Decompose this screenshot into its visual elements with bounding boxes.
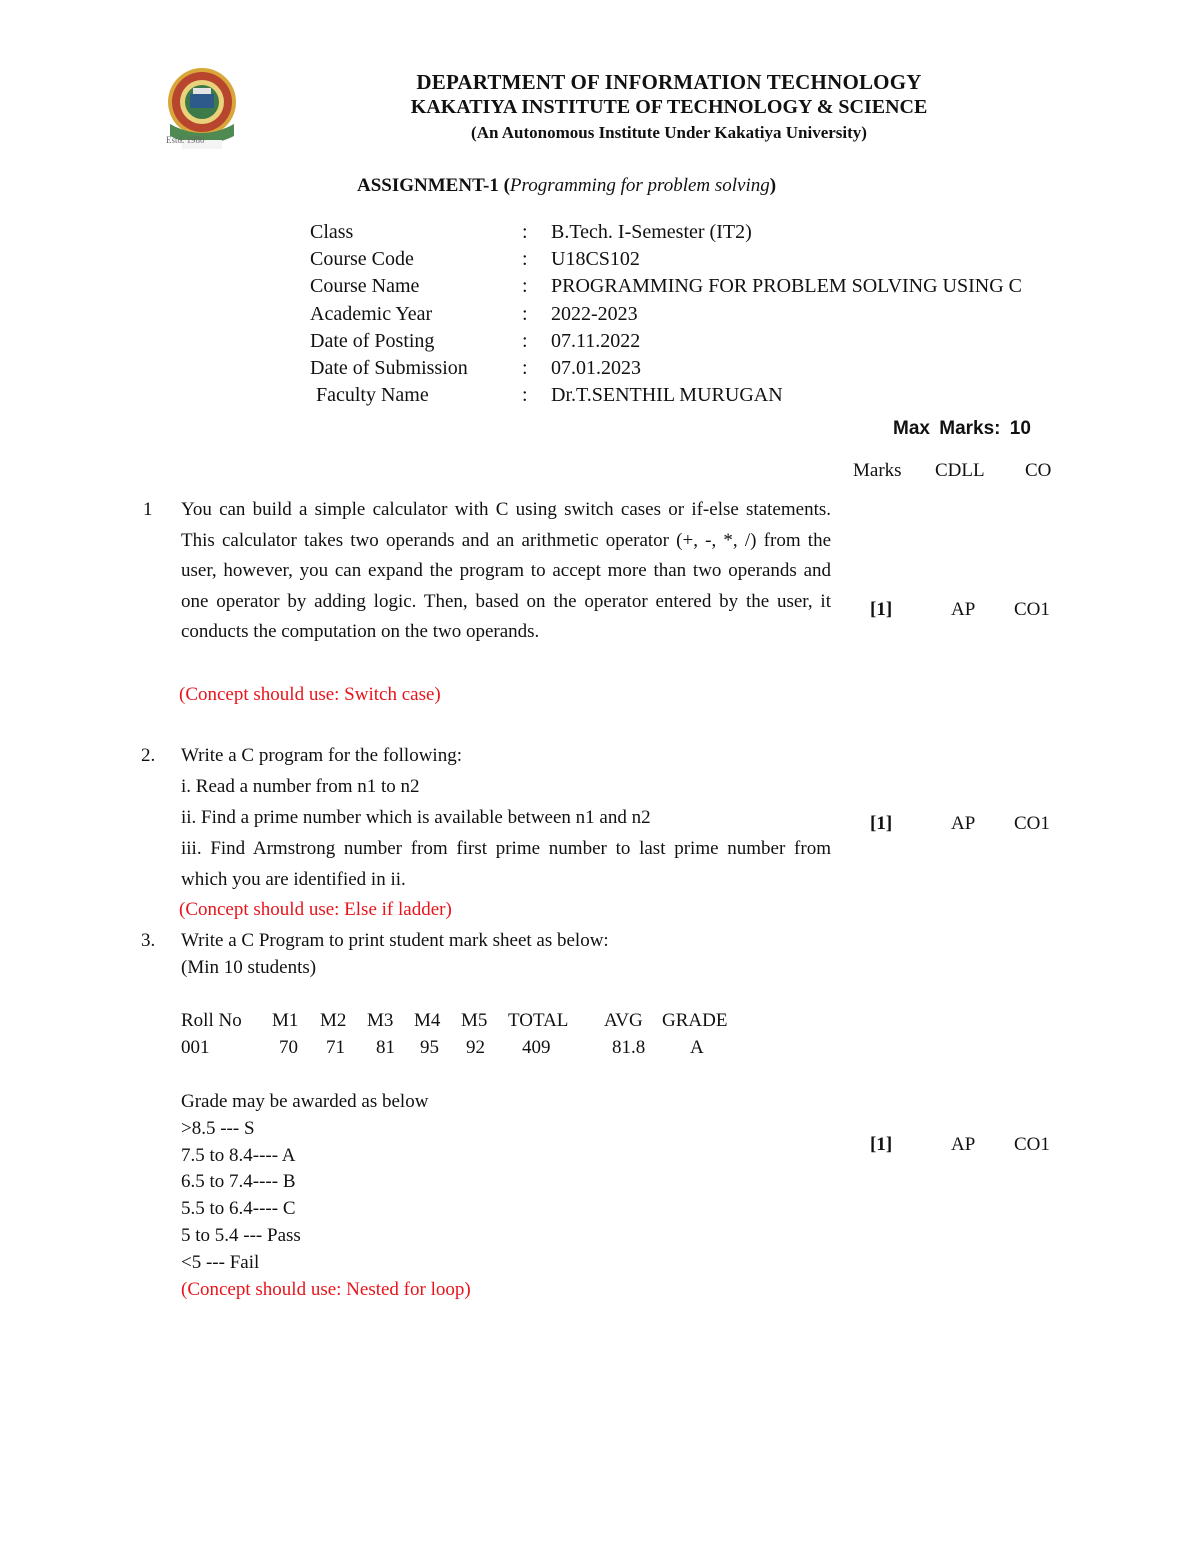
question-text: You can build a simple calculator with C using switch cases or if-else statements. This calculator takes two operands and an arithmetic operator (+, -, *, /) from the user, however, you can expand the program to accept more than two operands and one operator by adding logic. Then, based on the operator entered by the user, it conducts the computation on the two operands.	[181, 499, 831, 643]
assignment-heading: ASSIGNMENT-1 (Programming for problem solving)	[357, 175, 777, 196]
detail-key: Academic Year	[310, 303, 433, 325]
grade-rule: 7.5 to 8.4---- A	[181, 1145, 296, 1166]
table-cell: 001	[181, 1037, 210, 1058]
detail-value: U18CS102	[551, 248, 640, 270]
table-cell: 92	[466, 1037, 485, 1058]
grade-rule: 6.5 to 7.4---- B	[181, 1171, 296, 1192]
question-marks: [1]	[870, 599, 893, 620]
detail-colon: :	[522, 330, 528, 352]
table-cell: 95	[420, 1037, 439, 1058]
detail-key: Class	[310, 221, 354, 243]
question-item: iii. Find Armstrong number from first prime number to last prime number from which you are identified in ii.	[181, 838, 831, 890]
detail-value: 07.11.2022	[551, 330, 641, 352]
table-header-cell: M2	[320, 1010, 347, 1031]
table-cell: 81.8	[612, 1037, 646, 1058]
assignment-title: ASSIGNMENT-1	[357, 175, 499, 196]
grade-intro: Grade may be awarded as below	[181, 1091, 429, 1112]
table-cell: 409	[522, 1037, 551, 1058]
detail-colon: :	[522, 248, 528, 270]
grade-rule: 5 to 5.4 --- Pass	[181, 1225, 301, 1246]
detail-value: 2022-2023	[551, 303, 638, 325]
detail-value: B.Tech. I-Semester (IT2)	[551, 221, 752, 243]
detail-colon: :	[522, 303, 528, 325]
column-header-co: CO	[1025, 460, 1052, 481]
table-cell: 81	[376, 1037, 395, 1058]
table-header-cell: M1	[272, 1010, 299, 1031]
column-header-marks: Marks	[853, 460, 902, 481]
question-number: 1	[143, 499, 153, 520]
table-header-cell: M3	[367, 1010, 394, 1031]
table-header-cell: GRADE	[662, 1010, 728, 1031]
question-intro: Write a C Program to print student mark sheet as below:	[181, 930, 609, 951]
question-number: 3.	[141, 930, 156, 951]
question-cdll: AP	[951, 1134, 976, 1155]
question-cdll: AP	[951, 599, 976, 620]
question-number: 2.	[141, 745, 156, 766]
table-header-cell: M4	[414, 1010, 441, 1031]
detail-value: Dr.T.SENTHIL MURUGAN	[551, 384, 783, 406]
question-co: CO1	[1014, 813, 1050, 834]
detail-key: Faculty Name	[316, 384, 429, 406]
institute-title: KAKATIYA INSTITUTE OF TECHNOLOGY & SCIENCE	[410, 96, 928, 118]
question-marks: [1]	[870, 813, 893, 834]
grade-rule: >8.5 --- S	[181, 1118, 255, 1139]
detail-key: Course Name	[310, 275, 420, 297]
concept-note: (Concept should use: Switch case)	[179, 684, 441, 705]
question-marks: [1]	[870, 1134, 893, 1155]
detail-key: Course Code	[310, 248, 414, 270]
assignment-subtitle: Programming for problem solving	[509, 175, 770, 196]
detail-colon: :	[522, 275, 528, 297]
question-item: i. Read a number from n1 to n2	[181, 776, 420, 797]
detail-colon: :	[522, 221, 528, 243]
department-title: DEPARTMENT OF INFORMATION TECHNOLOGY	[416, 70, 922, 94]
grade-rule: <5 --- Fail	[181, 1252, 260, 1273]
table-header-cell: Roll No	[181, 1010, 242, 1031]
table-cell: A	[690, 1037, 704, 1058]
detail-value: PROGRAMMING FOR PROBLEM SOLVING USING C	[551, 275, 1023, 297]
table-cell: 70	[279, 1037, 298, 1058]
affiliation-subtitle: (An Autonomous Institute Under Kakatiya University)	[471, 123, 867, 142]
question-item: ii. Find a prime number which is available between n1 and n2	[181, 807, 651, 828]
detail-value: 07.01.2023	[551, 357, 641, 379]
column-header-cdll: CDLL	[935, 460, 985, 481]
question-cdll: AP	[951, 813, 976, 834]
concept-note: (Concept should use: Else if ladder)	[179, 899, 452, 920]
question-intro: Write a C program for the following:	[181, 745, 462, 766]
question-subnote: (Min 10 students)	[181, 957, 317, 978]
logo-estd-text: Estd. 1980	[166, 135, 205, 145]
table-header-cell: TOTAL	[508, 1010, 569, 1031]
detail-colon: :	[522, 357, 528, 379]
detail-key: Date of Submission	[310, 357, 468, 379]
table-header-cell: AVG	[604, 1010, 643, 1031]
detail-key: Date of Posting	[310, 330, 435, 352]
question-co: CO1	[1014, 599, 1050, 620]
detail-colon: :	[522, 384, 528, 406]
table-header-cell: M5	[461, 1010, 488, 1031]
grade-rule: 5.5 to 6.4---- C	[181, 1198, 296, 1219]
table-cell: 71	[326, 1037, 345, 1058]
question-co: CO1	[1014, 1134, 1050, 1155]
concept-note: (Concept should use: Nested for loop)	[181, 1279, 471, 1300]
max-marks: Max Marks: 10	[893, 418, 1031, 439]
